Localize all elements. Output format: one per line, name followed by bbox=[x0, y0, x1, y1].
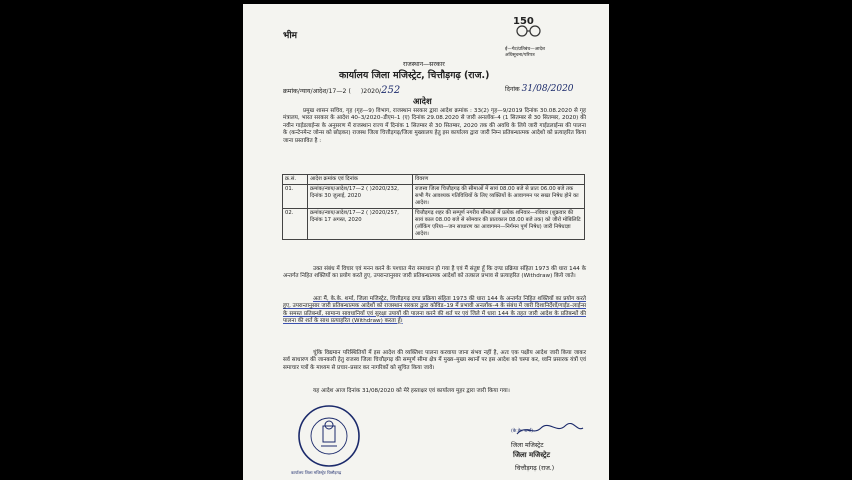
row-order: क्रमांक/न्याय/आदेश/17—2 ( )2020/257, दिनांक 17 अगस्त, 2020 bbox=[308, 209, 413, 240]
reference-number: 252 bbox=[381, 85, 401, 96]
reference-prefix: क्रमांक/न्याय/आदेश/17—2 ( bbox=[283, 88, 351, 95]
signatory-title-1: जिला मजिस्ट्रेट bbox=[511, 442, 544, 449]
row-description: राजस्व जिला चित्तौड़गढ़ की सीमाओं में सायं 08.00 बजे से प्रातः 06.00 बजे तक सभी गैर आवश्यक गतिविधियों के लिए व्यक्तियों के आवागमन पर सख्त निषेध होने का आदेश। bbox=[413, 185, 585, 209]
seal-emblem-icon bbox=[297, 404, 361, 468]
table-row bbox=[283, 185, 585, 209]
withdraw-order-paragraph: अतः मैं, के.के. शर्मा, जिला मजिस्ट्रेट, चित्तौड़गढ़ दण्ड प्रक्रिया संहिता 1973 की धारा 144 के अन्तर्गत निहित शक्तियों का प्रयोग करते हुए, उपरान्तानुसार जारी प्रतिबन्धात्मक आदेशों को राजस्थान सरकार द्वारा कोविड–19 में प्रभावी अनलॉक–4 के संबंध में जारी दिशानिर्देशों/गाईड–लाईन्स के समस्त प्रतिबन्धों, सामान्य सावधानियाँ एवं सुरक्षा उपायों की पालना करने की शर्त पर एवं जिले में धारा 144 के तहत जारी आदेश के प्रतिबन्धों की पालना की शर्त के साथ प्रत्याहरित (Withdraw) करता हूँ। bbox=[283, 296, 586, 325]
government-name: राजस्थान—सरकार bbox=[403, 61, 445, 68]
date-line bbox=[505, 84, 574, 94]
signature-block bbox=[501, 422, 601, 478]
reference-mid: )2020/ bbox=[360, 88, 382, 95]
table-row bbox=[283, 209, 585, 240]
gandhi-150-logo bbox=[511, 16, 571, 42]
signatory-location: चित्तौड़गढ़ (राज.) bbox=[515, 465, 555, 472]
bhim-logo bbox=[283, 28, 297, 41]
table-header-row bbox=[283, 175, 585, 185]
column-header-description: विवरण bbox=[413, 175, 585, 185]
right-note-1: ई—गेट/प्रतिबंध—आदेश bbox=[505, 47, 546, 52]
bhim-logo-text: भीम bbox=[283, 31, 298, 41]
right-logo-number: 150 bbox=[513, 16, 534, 27]
row-sn: 01. bbox=[283, 185, 308, 209]
intro-paragraph: प्रमुख शासन सचिव, गृह (गृह—9) विभाग, राजस्थान सरकार द्वारा आदेश क्रमांक : 33(2) गृह—9/2019 दिनांक 30.08.2020 से गृह मंत्रालय, भारत सरकार के आदेश 40–3/2020–डीएम–1 (ए) दिनांक 29.08.2020 से जारी अनलॉक–4 (1 सितम्बर से 30 सितम्बर, 2020) की नवीन गाईडलाईन्स के अनुसरण में राजस्थान राज्य में दिनांक 1 सितम्बर से 30 सितम्बर, 2020 तक की अवधि के लिये जारी गाईडलाईन्स की पालना के (कन्टेनमेन्ट जोन्स को छोड़कर) राजस्थ जिला चित्तौड़गढ़/जिला मुख्यालय हेतु इस कार्यालय द्वारा जारी निम्न प्रतिबन्धात्मक आदेशो को प्रत्याहरित किया जाना प्रस्तावित है : bbox=[283, 108, 586, 144]
row-description: चित्तौड़गढ़ शहर की सम्पूर्ण नगरीय सीमाओं में प्रत्येक शनिवार—रविवार (शुक्रवार की सायं काल 08.00 बजे से सोमवार की प्रातःकाल 08.00 बजे तक) को जीरो मोबिलिटि (लॉकिंग एरिया—जन साधारण का आवागमन—निर्गमन पूर्ण निषेध) जारी निषेधाज्ञा आदेश। bbox=[413, 209, 585, 240]
column-header-sn: क्र.सं. bbox=[283, 175, 308, 185]
column-header-order: आदेश क्रमांक एवं दिनांक bbox=[308, 175, 413, 185]
signatory-name: (के.के. शर्मा) bbox=[511, 429, 534, 434]
date-label: दिनांक bbox=[505, 86, 520, 93]
order-title: आदेश bbox=[413, 96, 432, 106]
right-note-2: अधिसूचना/परिपत्र bbox=[505, 53, 535, 58]
consideration-paragraph: उक्त संबंध में विचार एवं मनन करने के पश्चात मेरा समाधान हो गया है एवं मैं संतुष्ट हूँ कि दण्ड प्रक्रिया संहिता 1973 की धारा 144 के अन्तर्गत निहित शक्तियों का प्रयोग करते हुए, उपरान्तानुसार जारी प्रतिबन्धात्मक आदेशों को तत्काल प्रभाव से प्रत्याहरित (Withdraw) किये जाते। bbox=[283, 266, 586, 280]
seal-text: कार्यालय जिला मजिस्ट्रेट चित्तौड़गढ़ bbox=[291, 470, 342, 475]
publication-paragraph: चूंकि विद्यमान परिस्थितियों में इस आदेश की व्यक्तिशः पालना करवाया जाना संभव नहीं है, अतः एक पक्षीय आदेश जारी किया जाकर सर्व साधारण की जानकारी हेतु राजस्व जिला चित्तौड़गढ़ की सम्पूर्ण सीमा क्षेत्र में मुख्य–मुख्य स्थानों पर इस आदेश को चस्पा कर, ध्वनि प्रसारक यंत्रों एवं समाचार पत्रों के माध्यम से प्रचार–प्रसार कर नागरिकों को सूचित किया जावे। bbox=[283, 350, 586, 371]
issuance-paragraph: यह आदेश आज दिनांक 31/08/2020 को मेरे हस्ताक्षर एवं कार्यालय मुहर द्वारा जारी किया गया। bbox=[313, 388, 510, 394]
row-order: क्रमांक/न्याय/आदेश/17—2 ( )2020/232, दिनांक 30 जुलाई, 2020 bbox=[308, 185, 413, 209]
row-sn: 02. bbox=[283, 209, 308, 240]
signatory-title-2: जिला मजिस्ट्रेट bbox=[513, 451, 550, 459]
office-title: कार्यालय जिला मजिस्ट्रेट, चित्तौड़गढ़ (राज.) bbox=[339, 70, 490, 81]
withdrawn-orders-table bbox=[282, 174, 585, 240]
office-seal bbox=[291, 404, 361, 475]
date-value: 31/08/2020 bbox=[521, 84, 574, 94]
document-page bbox=[243, 4, 609, 480]
reference-line bbox=[283, 85, 400, 96]
